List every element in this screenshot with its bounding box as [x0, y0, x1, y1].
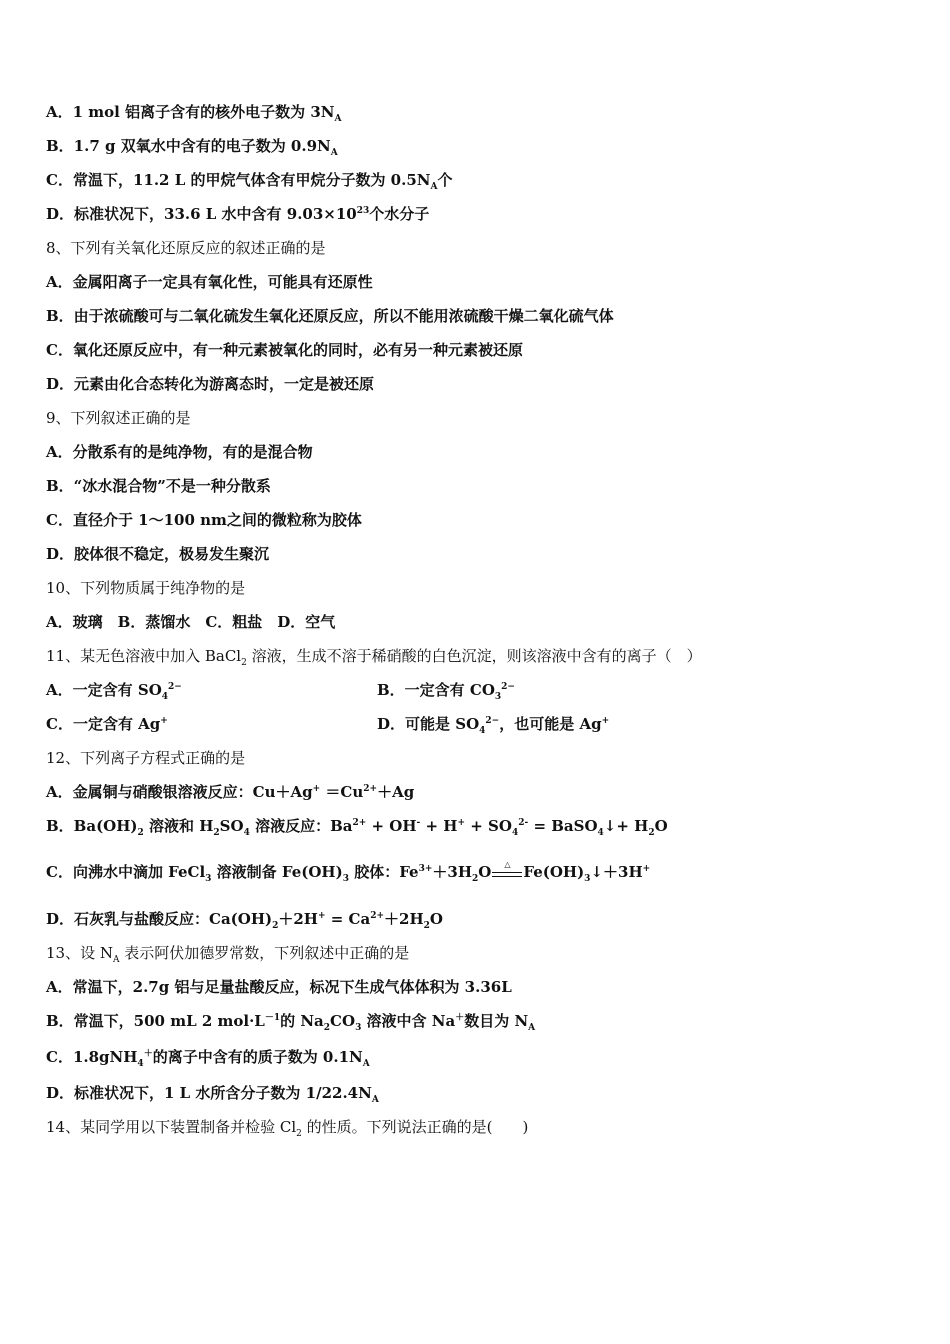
q8-option-a: A．金属阳离子一定具有氧化性，可能具有还原性	[46, 273, 373, 291]
q12-option-b: B．$Ba(OH)_2$ 溶液和 $H_2SO_4$ 溶液反应：$Ba^{2+} + OH^- + H^+ + SO_4^{2-}$ = BaSO$_4$↓+ $H_2O$	[46, 817, 668, 838]
q13-option-b: B．常温下，500 mL 2 $mol\cdot L^{-1}$的 $Na_2CO_3$ 溶液中含 Na＋数目为 $N_A$	[46, 1012, 536, 1033]
q9-option-c: C．直径介于 1～100 nm之间的微粒称为胶体	[46, 511, 362, 529]
q8-stem: 8、下列有关氧化还原反应的叙述正确的是	[46, 239, 326, 257]
q13-option-c: C．1.8gNH$_4$＋的离子中含有的质子数为 $0.1N_A$	[46, 1048, 370, 1069]
q11-option-b: B．一定含有 $CO_3^{2-}$	[377, 681, 515, 702]
q11-stem: 11、某无色溶液中加入 BaCl$_2$ 溶液，生成不溶于稀硝酸的白色沉淀，则该溶液中含有的离子（ ）	[46, 647, 702, 668]
q9-option-a: A．分散系有的是纯净物，有的是混合物	[46, 443, 313, 461]
q13-stem: 13、设 $N_A$ 表示阿伏加德罗常数，下列叙述中正确的是	[46, 944, 410, 965]
q10-options: A．玻璃 B．蒸馏水 C．粗盐 D．空气	[46, 613, 336, 631]
q13-option-d: D．标准状况下，1 L 水所含分子数为 $1/22.4N_A$	[46, 1084, 379, 1105]
q12-option-d: D．石灰乳与盐酸反应：$Ca(OH)_2+2H^+ = Ca^{2+}+2H_2O$	[46, 910, 443, 931]
heat-triangle-icon: △	[504, 859, 511, 869]
q8-option-c: C．氧化还原反应中，有一种元素被氧化的同时，必有另一种元素被还原	[46, 341, 523, 359]
q7-option-d: D．标准状况下，33.6 L 水中含有 $9.03\times 10^{23}$个水分子	[46, 205, 430, 223]
q8-option-b: B．由于浓硫酸可与二氧化硫发生氧化还原反应，所以不能用浓硫酸干燥二氧化硫气体	[46, 307, 614, 325]
q14-stem: 14、某同学用以下装置制备并检验 $Cl_2$ 的性质。下列说法正确的是( )	[46, 1118, 529, 1139]
q9-option-d: D．胶体很不稳定，极易发生聚沉	[46, 545, 270, 563]
q8-option-d: D．元素由化合态转化为游离态时，一定是被还原	[46, 375, 375, 393]
q11-option-a: A．一定含有 $SO_4^{2-}$	[46, 681, 182, 702]
q12-option-a: A．金属铜与硝酸银溶液反应：$Cu+Ag^+ =Cu^{2+}+Ag$	[46, 783, 415, 801]
q7-option-a: A．1 mol 铝离子含有的核外电子数为 $3N_A$	[46, 103, 342, 124]
q13-option-a: A．常温下，2.7g 铝与足量盐酸反应，标况下生成气体体积为 3.36L	[46, 978, 512, 996]
q11-option-d: D．可能是 $SO_4^{2-}$，也可能是 Ag+	[377, 715, 610, 736]
q12-option-c: C．向沸水中滴加 FeCl$_3$ 溶液制备 $Fe(OH)_3$ 胶体：$Fe^{3+}+3H_2O$ △ $Fe(OH)_3↓+3H^+$	[46, 859, 651, 884]
q9-stem: 9、下列叙述正确的是	[46, 409, 191, 427]
q9-option-b: B．“冰水混合物”不是一种分散系	[46, 477, 271, 495]
q10-stem: 10、下列物质属于纯净物的是	[46, 579, 246, 597]
q7-option-b: B．1.7 g 双氧水中含有的电子数为 $0.9N_A$	[46, 137, 338, 158]
heat-equals-sign	[492, 859, 522, 880]
q12-stem: 12、下列离子方程式正确的是	[46, 749, 246, 767]
q11-option-c: C．一定含有 Ag+	[46, 715, 168, 733]
q7-option-c: C．常温下，11.2 L 的甲烷气体含有甲烷分子数为 $0.5N_A$个	[46, 171, 453, 192]
